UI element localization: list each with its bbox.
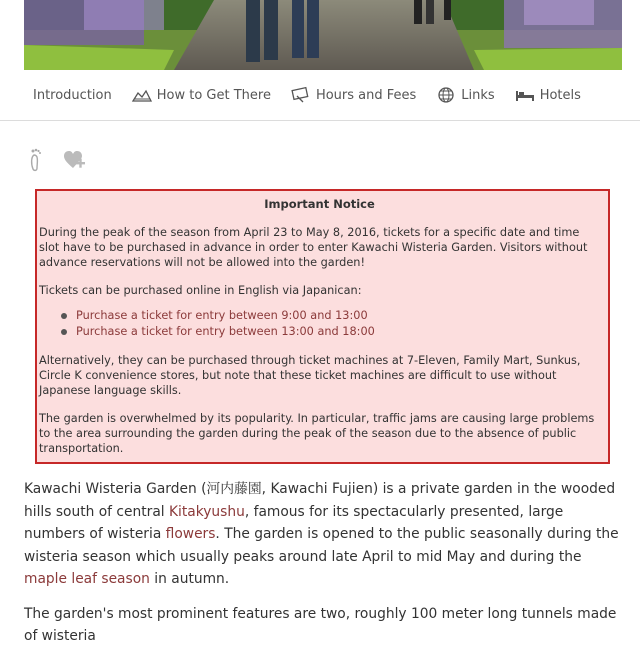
globe-icon bbox=[436, 86, 456, 104]
notice-title: Important Notice bbox=[264, 197, 375, 211]
ticket-link-afternoon[interactable]: Purchase a ticket for entry between 13:00 and 18:00 bbox=[76, 325, 375, 338]
text-span: . The garden is opened to the public seasonally during the wisteria season which usually peaks around late April to mid May and during the bbox=[24, 526, 619, 565]
text-span: , famous for its spectacularly presented, large numbers of wisteria bbox=[24, 503, 564, 542]
tab-how-to-get-there[interactable] bbox=[132, 86, 271, 104]
ticket-icon bbox=[291, 86, 311, 104]
article-body bbox=[24, 478, 624, 660]
maple-leaf-season-link[interactable]: maple leaf season bbox=[24, 571, 150, 587]
action-tools bbox=[24, 146, 86, 174]
tab-links-label: Links bbox=[461, 87, 495, 103]
kitakyushu-link[interactable]: Kitakyushu bbox=[169, 503, 245, 520]
tab-how-to-get-there-label: How to Get There bbox=[156, 87, 271, 103]
tab-hours-and-fees-label: Hours and Fees bbox=[315, 87, 417, 103]
tab-introduction-label: Introduction bbox=[33, 87, 112, 103]
ticket-link-morning[interactable]: Purchase a ticket for entry between 9:00 and 13:00 bbox=[76, 309, 368, 322]
ticket-links bbox=[61, 308, 600, 339]
footprint-icon[interactable] bbox=[24, 147, 48, 173]
article-paragraph-2: The garden's most prominent features are two, roughly 100 meter long tunnels made of wisteria bbox=[24, 605, 617, 644]
heart-plus-icon[interactable] bbox=[62, 147, 86, 173]
nav-divider bbox=[0, 120, 640, 121]
bed-icon bbox=[515, 86, 535, 104]
hero-image bbox=[24, 0, 622, 70]
tab-hotels-label: Hotels bbox=[539, 87, 581, 103]
notice-paragraph-2: Tickets can be purchased online in English via Japanican: bbox=[39, 284, 362, 297]
important-notice bbox=[35, 189, 610, 464]
notice-paragraph-1: During the peak of the season from April 23 to May 8, 2016, tickets for a specific date and time slot have to be purchased in advance in order to enter Kawachi Wisteria Garden. Visitors without advance reservations will not be allowed into the garden! bbox=[39, 226, 588, 269]
tab-introduction[interactable] bbox=[33, 88, 112, 103]
tab-links[interactable] bbox=[436, 86, 494, 104]
list-item bbox=[61, 324, 600, 339]
tab-hours-and-fees[interactable] bbox=[291, 86, 416, 104]
list-item bbox=[61, 308, 600, 323]
flowers-link[interactable]: flowers bbox=[165, 526, 216, 542]
map-icon bbox=[132, 86, 152, 104]
text-span: in autumn. bbox=[149, 571, 230, 587]
section-nav bbox=[24, 76, 622, 114]
tab-hotels[interactable] bbox=[515, 86, 581, 104]
article-paragraph-1 bbox=[24, 478, 624, 591]
text-span: Kawachi Wisteria Garden (河内藤園, Kawachi Fujien) is a private garden in the wooded hills south of central bbox=[24, 481, 616, 520]
notice-paragraph-3: Alternatively, they can be purchased through ticket machines at 7-Eleven, Family Mart, Sunkus, Circle K convenience stores, but note that these ticket machines are difficult to use without Japanese language skills. bbox=[39, 354, 581, 397]
notice-paragraph-4: The garden is overwhelmed by its popularity. In particular, traffic jams are causing large problems to the area surrounding the garden during the peak of the season due to the absence of public transportation. bbox=[39, 412, 595, 455]
